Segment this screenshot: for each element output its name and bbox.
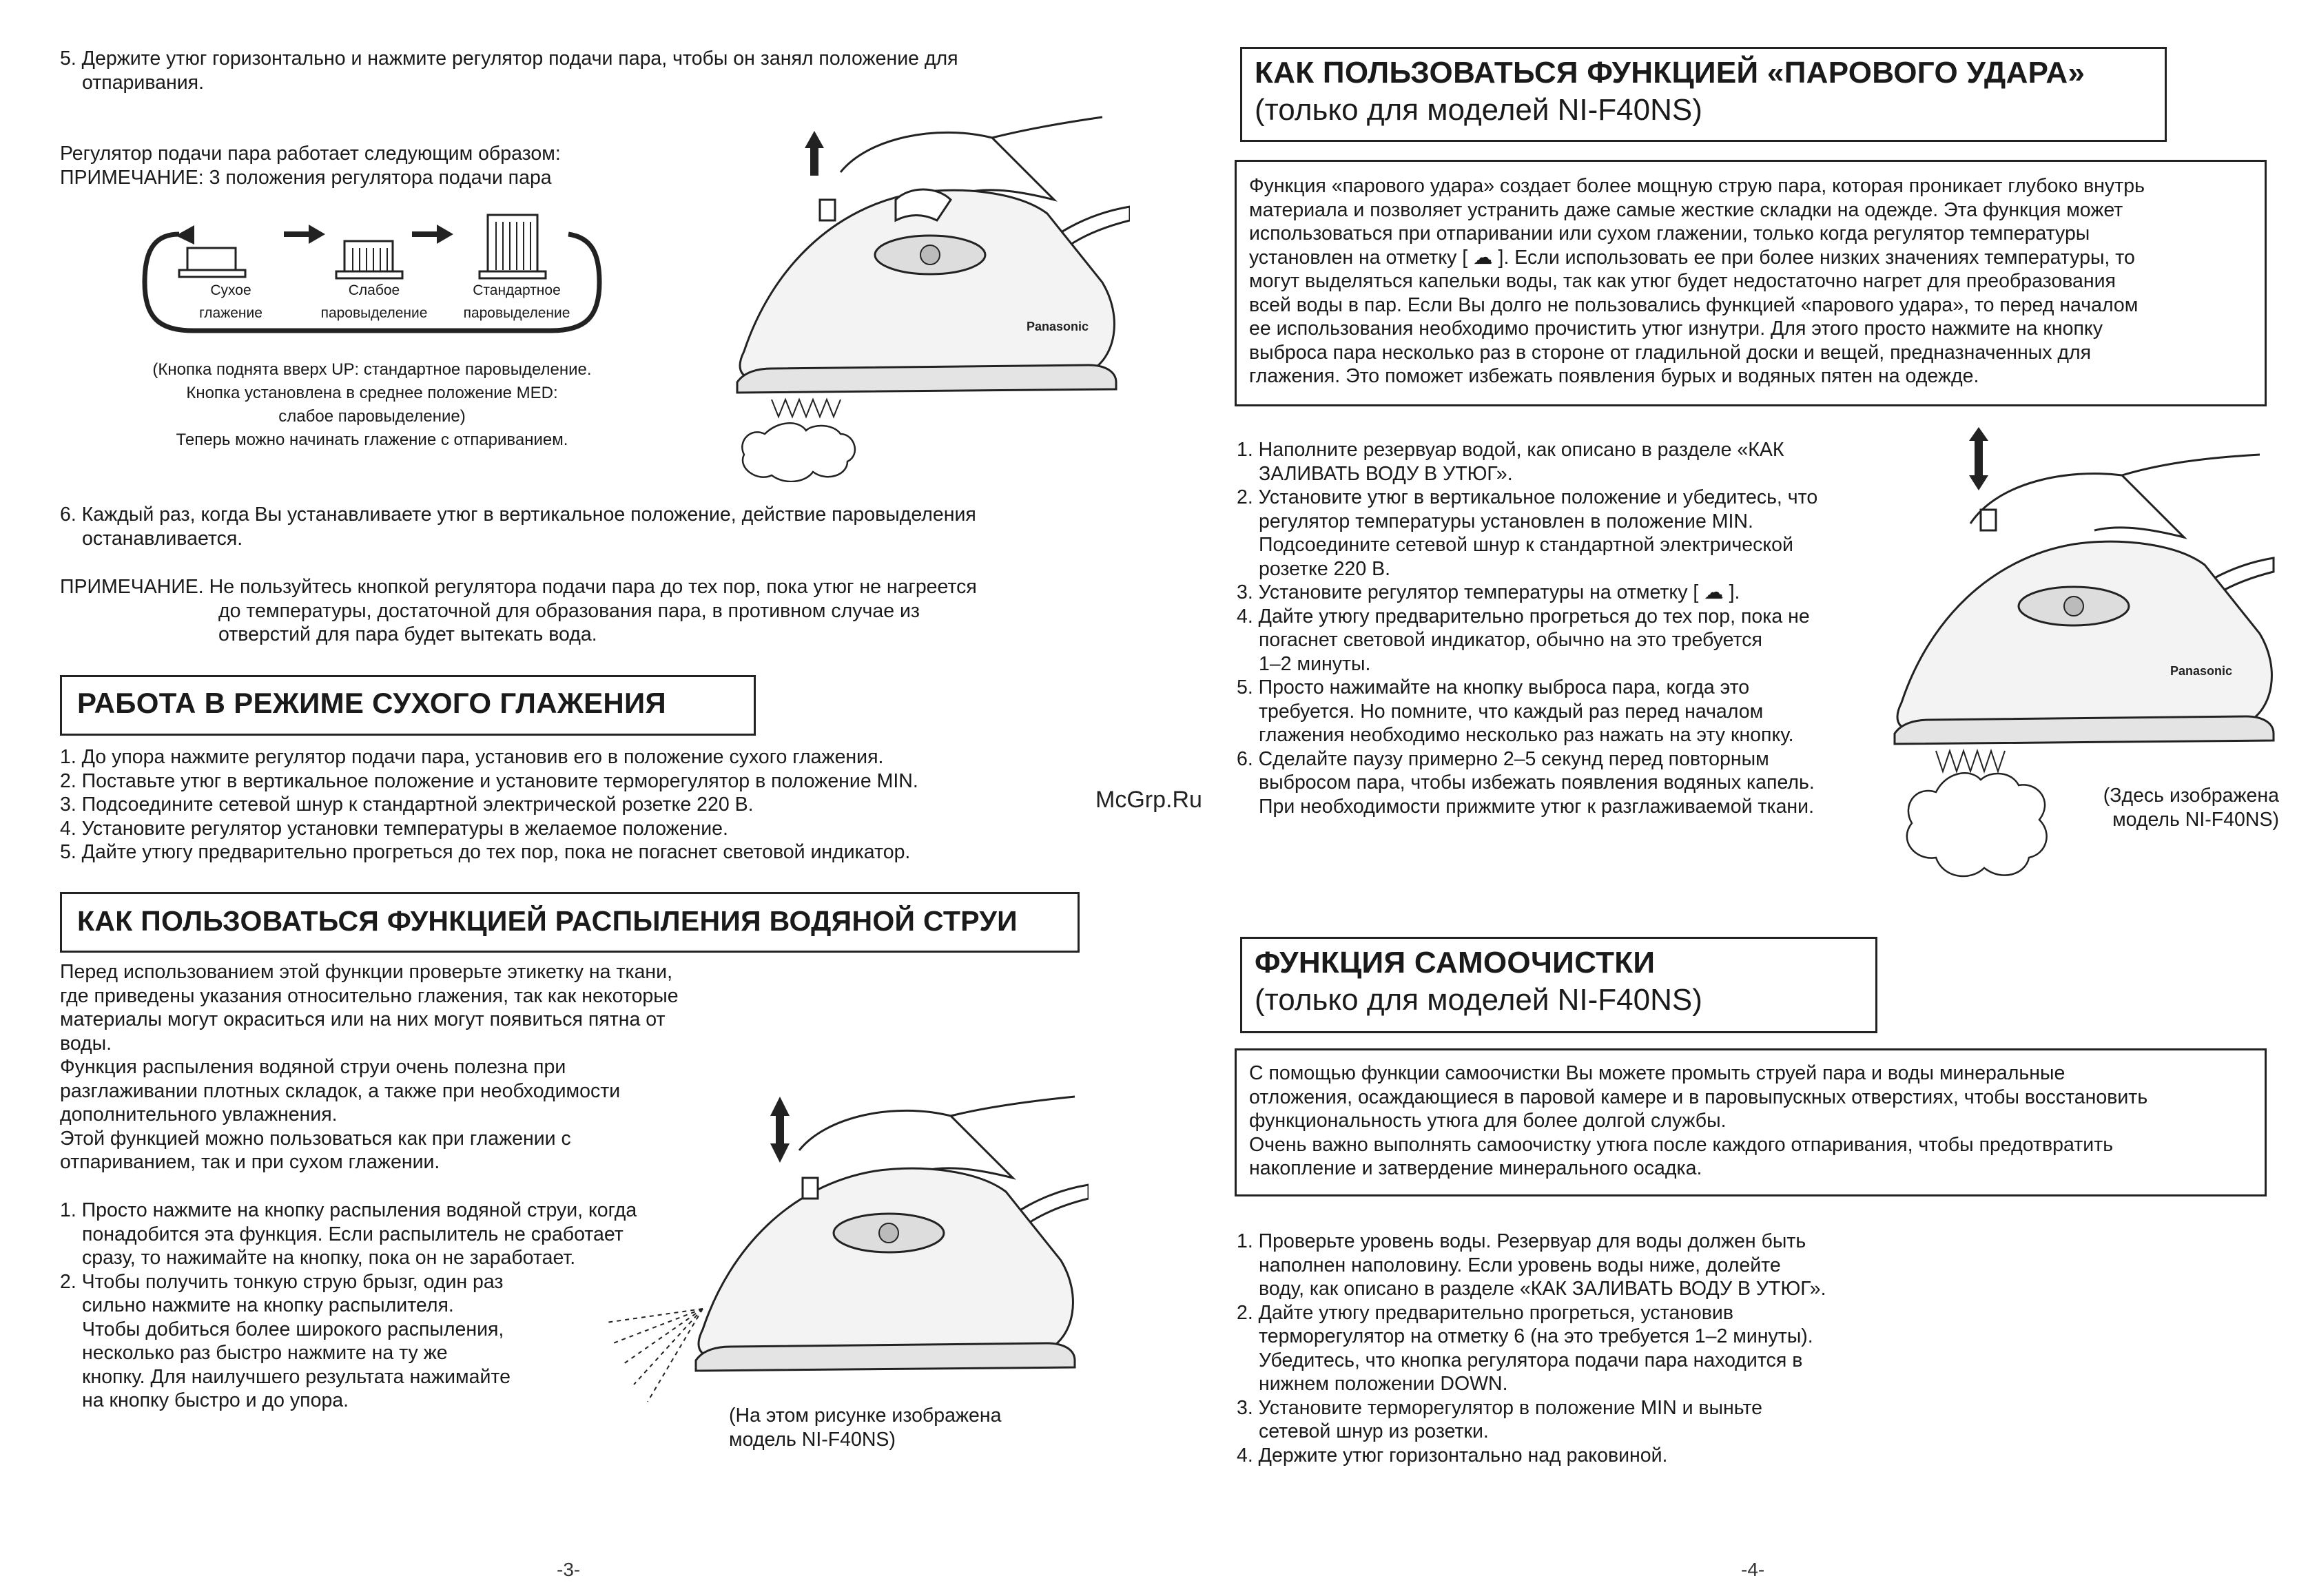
spray-caption: (На этом рисунке изображена модель NI-F40NS) — [729, 1405, 1002, 1451]
steam-shot-heading: КАК ПОЛЬЗОВАТЬСЯ ФУНКЦИЕЙ «ПАРОВОГО УДАРА» (только для моделей NI-F40NS) — [1240, 47, 2167, 142]
watermark: McGrp.Ru — [1095, 787, 1202, 813]
position-dry: Сухое глажение — [199, 282, 262, 321]
position-low-steam: Слабое паровыделение — [320, 282, 428, 321]
dry-ironing-steps: 1. До упора нажмите регулятор подачи пара, установив его в положение сухого глажения. 2. Поставьте утюг в вертикальное положение и установите терморегулятор в положение MIN. 3. Подсоедините сетевой шнур к стандартной электрической розетке 220 В. 4. Установите регулятор установки температуры в желаемое положение. 5. Дайте утюгу предварительно прогреться до тех пор, пока не погаснет световой индикатор. — [60, 746, 918, 863]
position-standard-steam: Стандартное паровыделение — [463, 282, 570, 321]
spray-steps: 1. Просто нажмите на кнопку распыления водяной струи, когда понадобится эта функция. Если распылитель не сработает сразу, то нажимайте на кнопку, пока он не заработает. 2. Чтобы получить тонкую струю брызг, один раз сильно нажмите на кнопку распылителя. Чтобы добиться более широкого распыления, несколько раз быстро нажмите на ту же кнопку. Для наилучшего результата нажимайте на кнопку быстро и до упора. — [60, 1199, 637, 1411]
button-note: (Кнопка поднята вверх UP: стандартное паровыделение. Кнопка установлена в среднее положение MED: слабое паровыделение) Теперь можно начинать глажение с отпариванием. — [152, 360, 592, 449]
spray-heading: КАК ПОЛЬЗОВАТЬСЯ ФУНКЦИЕЙ РАСПЫЛЕНИЯ ВОДЯНОЙ СТРУИ — [60, 892, 1080, 953]
page-number-right: -4- — [1741, 1559, 1765, 1580]
steam-shot-caption: (Здесь изображена модель NI-F40NS) — [2103, 785, 2279, 831]
iron-spray-illustration — [593, 1088, 1089, 1405]
self-clean-heading: ФУНКЦИЯ САМООЧИСТКИ (только для моделей NI-F40NS) — [1240, 937, 1877, 1033]
left-note: ПРИМЕЧАНИЕ. Не пользуйтесь кнопкой регулятора подачи пара до тех пор, пока утюг не нагреется до температуры, достаточной для образования пара, в противном случае из отверстий для пара будет вытекать вода. — [60, 576, 977, 645]
spray-intro: Перед использованием этой функции проверьте этикетку на ткани, где приведены указания относительно глажения, так как некоторые материалы могут окраситься или на них могут появиться пятна от воды. Функция распыления водяной струи очень полезна при разглаживании плотных складок, а также при необходимости дополнительного увлажнения. Этой функцией можно пользоваться как при глажении с отпариванием, так и при сухом глажении. — [60, 961, 679, 1173]
steam-shot-info-box: Функция «парового удара» создает более мощную струю пара, которая проникает глубоко внутрь материала и позволяет устранить даже самые жесткие складки на одежде. Эта функция может использоваться при отпаривании или сухом глажении, только когда регулятор температуры установлен на отметку [ ☁ ]. Если использовать ее при более низких значениях температуры, то могут выделяться капельки воды, так как утюг будет недостаточно нагрет для преобразования всей воды в пар. Если Вы долго не пользовались функцией «парового удара», то перед началом ее использования необходимо прочистить утюг изнутри. Для этого просто нажмите на кнопку выброса пара несколько раз в стороне от гладильной доски и вещей, предназначенных для глажения. Это поможет избежать появления бурых и водяных пятен на одежде. — [1235, 160, 2267, 406]
steam-shot-steps: 1. Наполните резервуар водой, как описано в разделе «КАК ЗАЛИВАТЬ ВОДУ В УТЮГ». 2. Установите утюг в вертикальное положение и убедитесь, что регулятор температуры установлен в положение MIN. Подсоедините сетевой шнур к стандартной электрической розетке 220 В. 3. Установите регулятор температуры на отметку [ ☁ ]. 4. Дайте утюгу предварительно прогреться до тех пор, пока не погаснет световой индикатор, обычно на это требуется 1–2 минуты. 5. Просто нажимайте на кнопку выброса пара, когда это требуется. Но помните, что каждый раз перед началом глажения необходимо несколько раз нажать на эту кнопку. 6. Сделайте паузу примерно 2–5 секунд перед повторным выбросом пара, чтобы избежать появления водяных капель. При необходимости прижмите утюг к разглаживаемой ткани. — [1237, 439, 1818, 818]
self-clean-steps: 1. Проверьте уровень воды. Резервуар для воды должен быть наполнен наполовину. Если уровень воды ниже, долейте воду, как описано в разделе «КАК ЗАЛИВАТЬ ВОДУ В УТЮГ». 2. Дайте утюгу предварительно прогреться, установив терморегулятор на отметку 6 (на это требуется 1–2 минуты). Убедитесь, что кнопка регулятора подачи пара находится в нижнем положении DOWN. 3. Установите терморегулятор в положение MIN и выньте сетевой шнур из розетки. 4. Держите утюг горизонтально над раковиной. — [1237, 1230, 1826, 1467]
iron-steam-illustration — [730, 110, 1130, 482]
regulator-intro: Регулятор подачи пара работает следующим образом: ПРИМЕЧАНИЕ: 3 положения регулятора подачи пара — [60, 143, 561, 189]
dry-ironing-heading: РАБОТА В РЕЖИМЕ СУХОГО ГЛАЖЕНИЯ — [60, 675, 756, 736]
left-step6: 6. Каждый раз, когда Вы устанавливаете утюг в вертикальное положение, действие паровыделения останавливается. — [60, 504, 976, 550]
left-step5: 5. Держите утюг горизонтально и нажмите регулятор подачи пара, чтобы он занял положение для отпаривания. — [60, 48, 958, 94]
iron-brand-label: Panasonic — [1027, 320, 1089, 333]
self-clean-info-box: С помощью функции самоочистки Вы можете промыть струей пара и воды минеральные отложения, осаждающиеся в паровой камере и в паровыпускных отверстиях, чтобы восстановить функциональность утюга для более долгой службы. Очень важно выполнять самоочистку утюга после каждого отпаривания, чтобы предотвратить накопление и затвердение минерального осадка. — [1235, 1048, 2267, 1196]
note-label: ПРИМЕЧАНИЕ. — [60, 576, 204, 598]
page-number-left: -3- — [557, 1559, 581, 1580]
iron-brand-label-2: Panasonic — [2170, 664, 2233, 678]
